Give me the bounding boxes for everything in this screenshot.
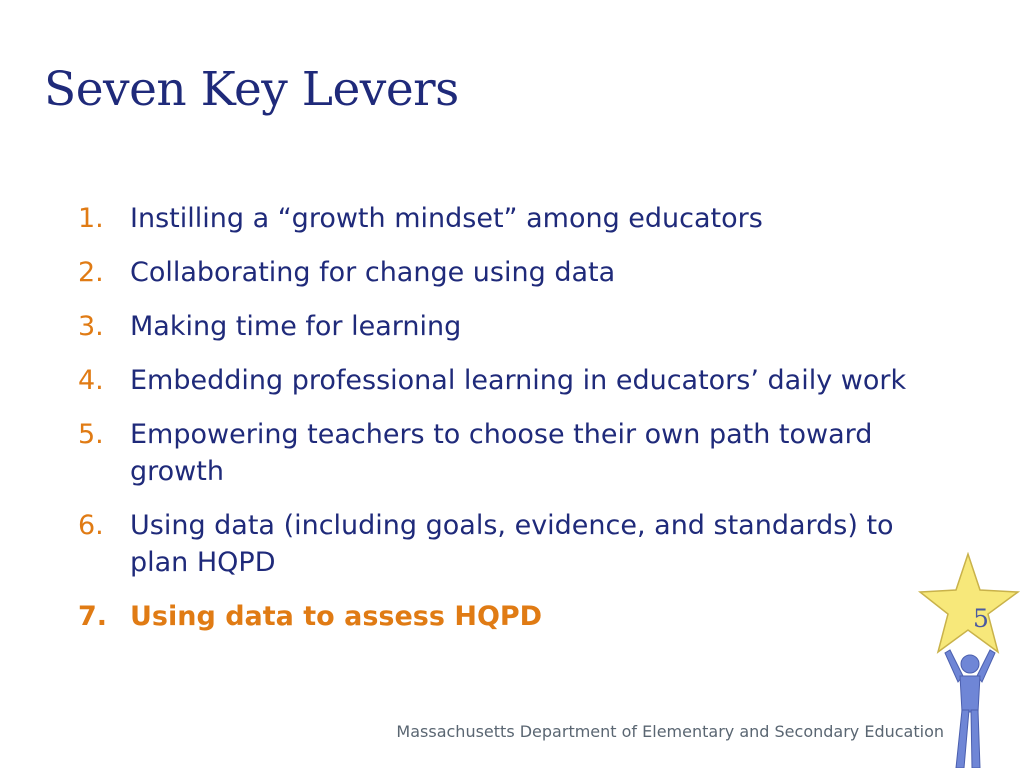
list-item — [78, 507, 938, 581]
list-item — [78, 416, 938, 490]
star-figure-icon — [916, 552, 1024, 768]
list-item-highlighted — [78, 598, 938, 635]
list-item-number: 6. — [78, 510, 104, 541]
list-item-text: Collaborating for change using data — [130, 257, 616, 288]
levers-list — [78, 200, 938, 652]
list-item — [78, 362, 938, 399]
figure-shape — [945, 650, 995, 768]
list-item-number: 4. — [78, 365, 104, 396]
list-item-text: Using data (including goals, evidence, and standards) to plan HQPD — [130, 510, 894, 578]
list-item-text: Using data to assess HQPD — [130, 601, 543, 632]
list-item-number: 1. — [78, 203, 104, 234]
list-item-number: 3. — [78, 311, 104, 342]
list-item — [78, 308, 938, 345]
list-item-number: 7. — [78, 601, 108, 632]
slide-title: Seven Key Levers — [44, 62, 459, 117]
list-item-text: Embedding professional learning in educators’ daily work — [130, 365, 907, 396]
list-item-text: Making time for learning — [130, 311, 462, 342]
list-item — [78, 200, 938, 237]
list-item-text: Instilling a “growth mindset” among educators — [130, 203, 763, 234]
list-item — [78, 254, 938, 291]
list-item-number: 2. — [78, 257, 104, 288]
page-number: 5 — [973, 604, 989, 633]
list-item-text: Empowering teachers to choose their own path toward growth — [130, 419, 873, 487]
list-item-number: 5. — [78, 419, 104, 450]
star-shape — [920, 554, 1018, 652]
footer-text: Massachusetts Department of Elementary and Secondary Education — [396, 722, 944, 741]
